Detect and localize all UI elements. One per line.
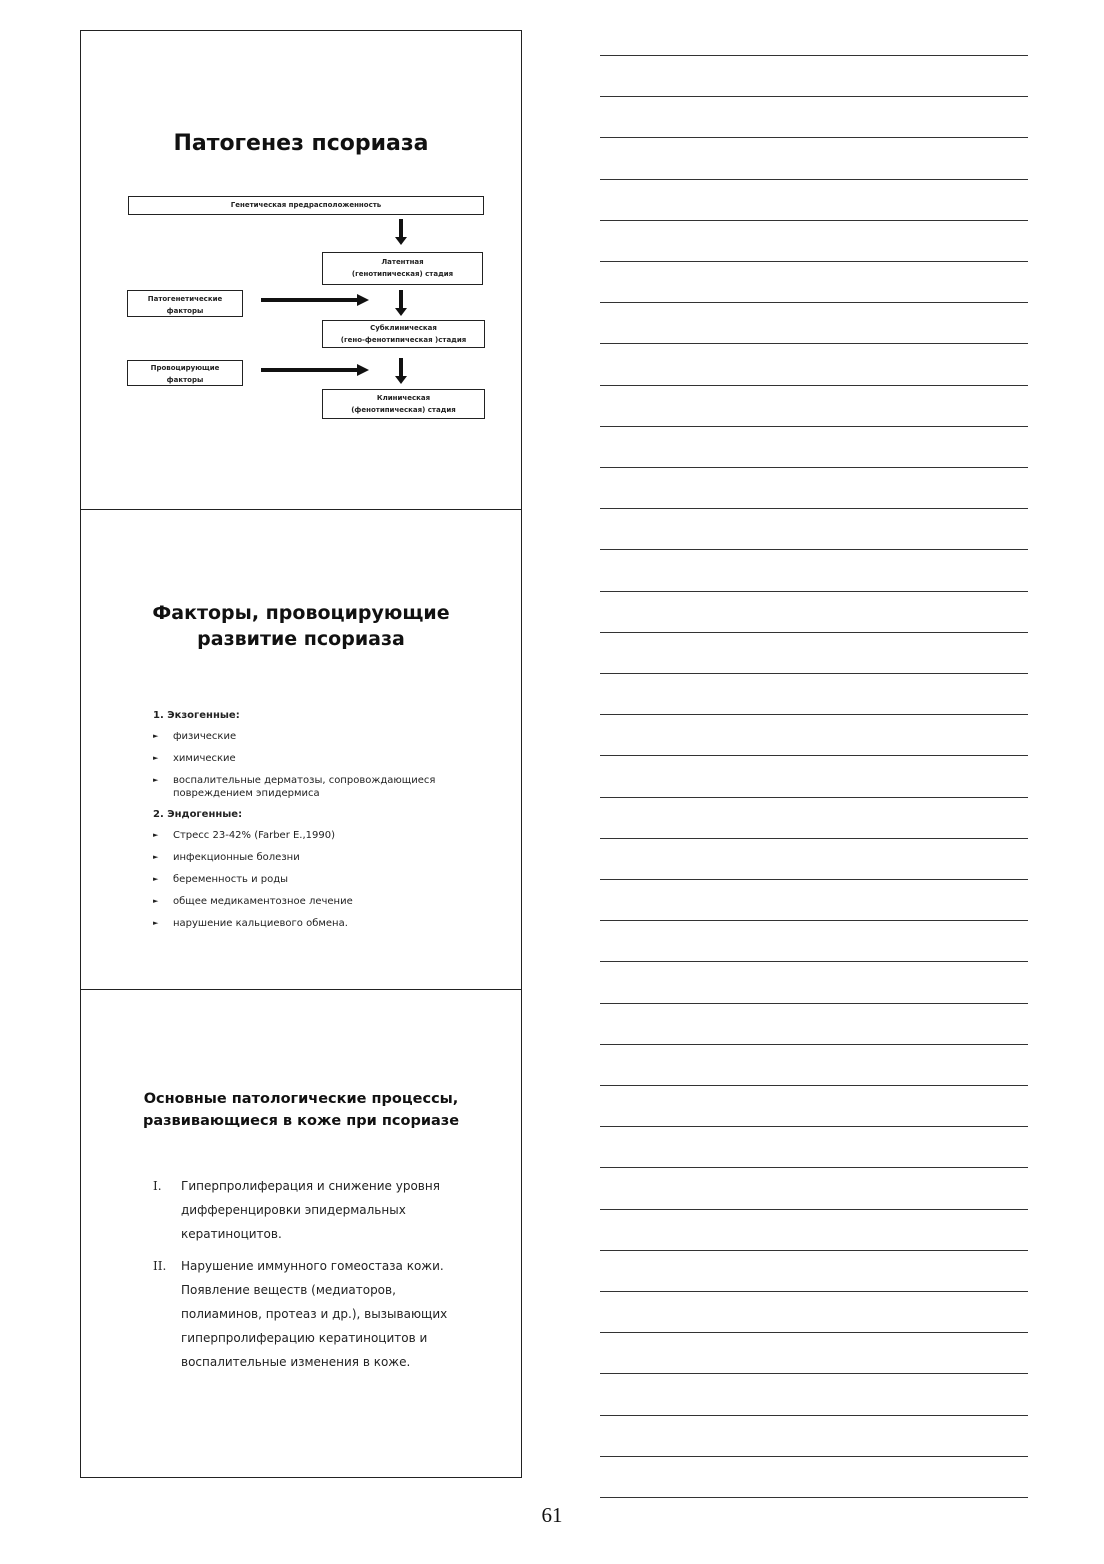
box-label: Клиническая [376, 394, 431, 402]
arrow-down-icon [399, 219, 403, 239]
bullet-icon: ► [153, 919, 159, 927]
arrow-right-icon [261, 368, 357, 372]
bullet-icon: ► [153, 897, 159, 905]
list-item [153, 829, 501, 842]
bullet-icon: ► [153, 831, 159, 839]
slide-provoking-factors [80, 509, 522, 990]
note-line [600, 1085, 1028, 1086]
box-label: Латентная [381, 258, 424, 266]
bullet-icon: ► [153, 853, 159, 861]
note-lines [600, 0, 1028, 1470]
box-label: Провоцирующие [150, 364, 220, 372]
note-line [600, 1003, 1028, 1004]
note-line [600, 1456, 1028, 1457]
box-label: факторы [166, 307, 204, 315]
note-line [600, 797, 1028, 798]
note-line [600, 1415, 1028, 1416]
slides-column [80, 30, 524, 1478]
list-item [153, 873, 501, 886]
note-line [600, 714, 1028, 715]
note-line [600, 302, 1028, 303]
note-line [600, 879, 1028, 880]
list-item [153, 1174, 471, 1246]
note-line [600, 467, 1028, 468]
note-line [600, 632, 1028, 633]
bullet-icon: ► [153, 875, 159, 883]
note-line [600, 1497, 1028, 1498]
clinical-stage-box [322, 389, 485, 419]
list-item-text: общее медикаментозное лечение [173, 896, 353, 907]
box-label: (фенотипическая) стадия [351, 406, 456, 414]
subclinical-stage-box [322, 320, 485, 348]
box-label: Патогенетические [147, 295, 223, 303]
note-line [600, 96, 1028, 97]
box-label: (гено-фенотипическая )стадия [340, 336, 467, 344]
bullet-icon: ► [153, 776, 159, 784]
note-line [600, 220, 1028, 221]
slide-title [81, 1088, 521, 1132]
list-item-text: нарушение кальциевого обмена. [173, 918, 348, 929]
box-label: Субклиническая [370, 324, 437, 332]
box-label: факторы [166, 376, 204, 384]
note-line [600, 55, 1028, 56]
title-line: развивающиеся в коже при псориазе [142, 1113, 460, 1129]
list-item-text: воспалительные дерматозы, сопровождающиеся повреждением эпидермиса [173, 775, 436, 799]
list-item-text: беременность и роды [173, 874, 289, 885]
note-line [600, 385, 1028, 386]
note-line [600, 426, 1028, 427]
title-line: развитие псориаза [197, 628, 405, 650]
list-item-text: Стресс 23-42% (Farber E.,1990) [173, 830, 336, 841]
pathogenetic-factors-box [127, 290, 243, 317]
processes-list [153, 1174, 471, 1382]
list-item [153, 917, 501, 930]
slide-pathological-processes [80, 989, 522, 1478]
item-number: II. [153, 1259, 167, 1273]
list-item-text: Нарушение иммунного гомеостаза кожи. Появление веществ (медиаторов, полиаминов, протеаз и др.), вызывающих гиперпролиферацию кератиноцитов и воспалительные изменения в коже. [181, 1259, 448, 1369]
note-line [600, 1373, 1028, 1374]
list-heading: 1. Экзогенные: [153, 710, 240, 721]
note-line [600, 137, 1028, 138]
note-line [600, 1044, 1028, 1045]
bullet-icon: ► [153, 732, 159, 740]
list-heading: 2. Эндогенные: [153, 809, 243, 820]
note-line [600, 1209, 1028, 1210]
list-item [153, 730, 501, 743]
title-line: Основные патологические процессы, [143, 1091, 459, 1107]
factors-list [153, 710, 501, 939]
note-line [600, 1167, 1028, 1168]
box-label: Генетическая предрасположенность [230, 201, 382, 209]
note-line [600, 179, 1028, 180]
genetic-predisposition-box [128, 196, 484, 215]
note-line [600, 961, 1028, 962]
list-item-text: химические [173, 753, 236, 764]
box-label: (генотипическая) стадия [351, 270, 454, 278]
list-item [153, 774, 501, 800]
arrow-down-icon [399, 290, 403, 310]
list-item [153, 851, 501, 864]
list-item [153, 1254, 471, 1374]
note-line [600, 920, 1028, 921]
latent-stage-box [322, 252, 483, 285]
note-line [600, 343, 1028, 344]
arrow-down-icon [399, 358, 403, 378]
note-line [600, 261, 1028, 262]
note-line [600, 1291, 1028, 1292]
list-item [153, 752, 501, 765]
note-line [600, 1332, 1028, 1333]
slide-title [81, 600, 521, 652]
note-line [600, 755, 1028, 756]
arrow-right-icon [261, 298, 357, 302]
note-line [600, 549, 1028, 550]
note-line [600, 591, 1028, 592]
note-line [600, 838, 1028, 839]
item-number: I. [153, 1179, 162, 1193]
note-line [600, 1250, 1028, 1251]
page-number: 61 [541, 1503, 563, 1527]
bullet-icon: ► [153, 754, 159, 762]
title-line: Факторы, провоцирующие [152, 602, 450, 624]
list-item [153, 895, 501, 908]
slide-pathogenesis [80, 30, 522, 510]
list-item-text: инфекционные болезни [173, 852, 300, 863]
slide-title: Патогенез псориаза [173, 131, 429, 156]
note-line [600, 508, 1028, 509]
note-line [600, 1126, 1028, 1127]
provoking-factors-box [127, 360, 243, 386]
list-item-text: Гиперпролиферация и снижение уровня дифференцировки эпидермальных кератиноцитов. [181, 1179, 440, 1241]
note-line [600, 673, 1028, 674]
list-item-text: физические [173, 731, 237, 742]
